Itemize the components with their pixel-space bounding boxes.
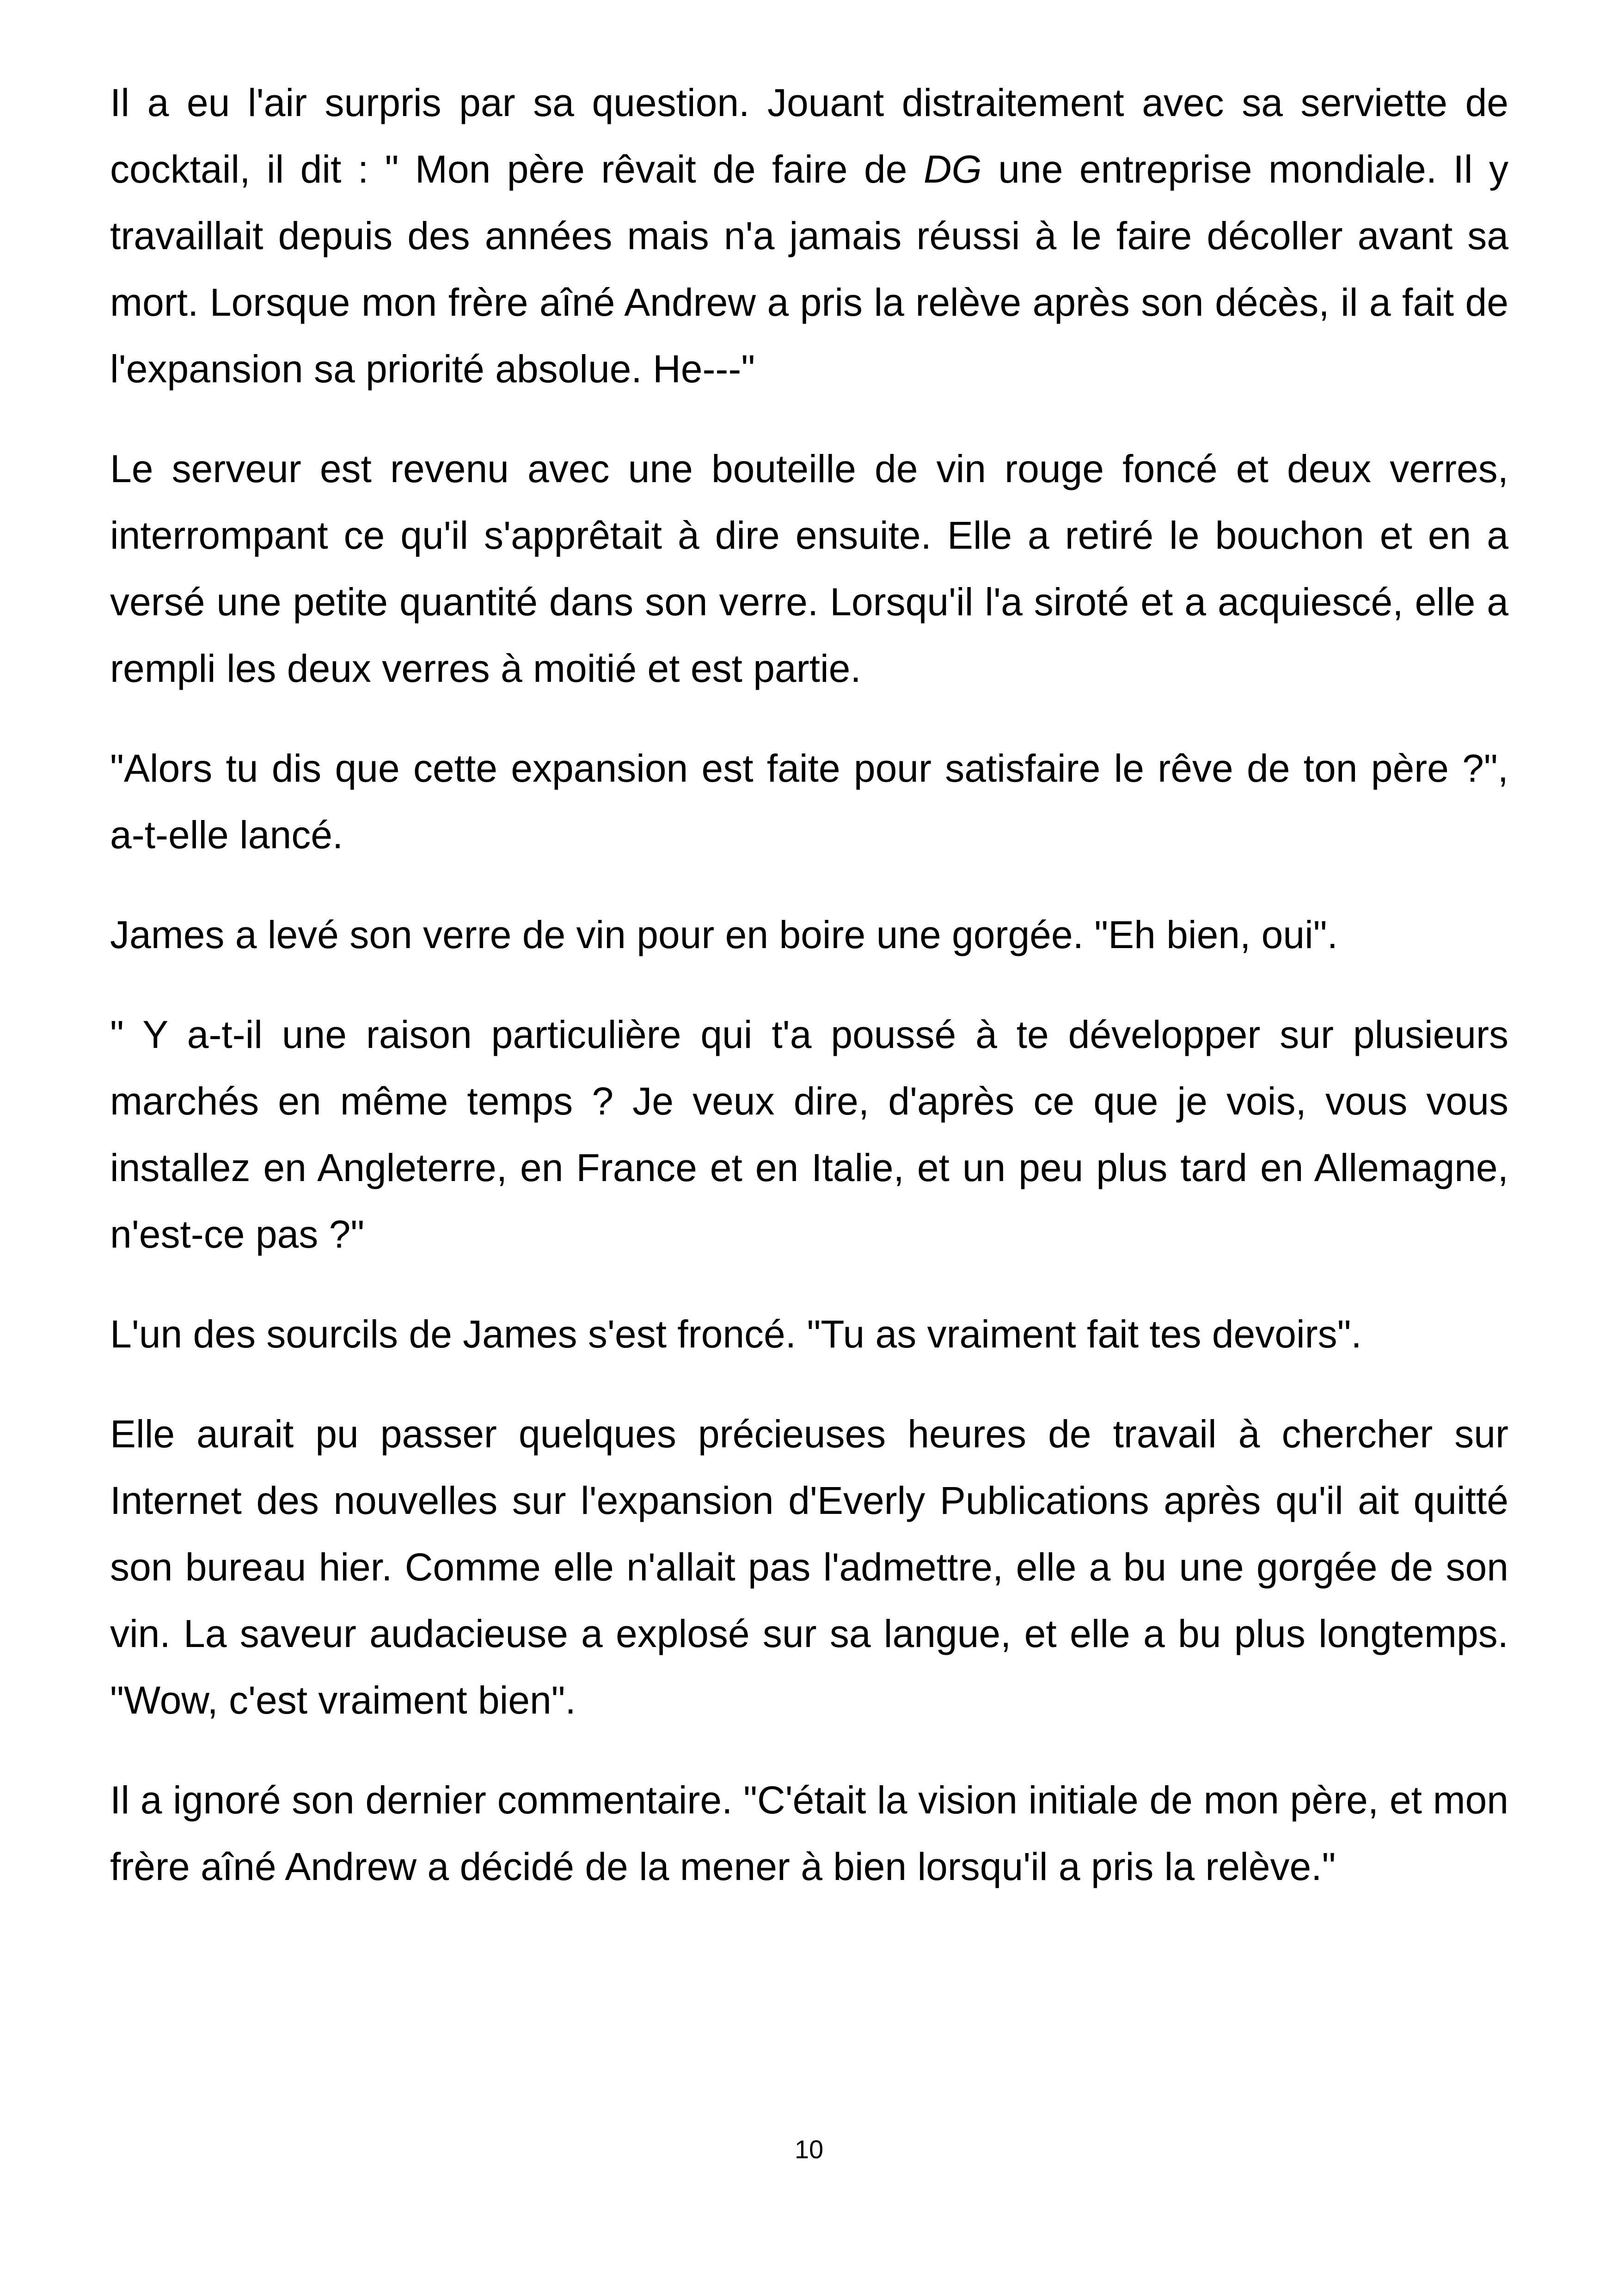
paragraph-1-text-after: une entreprise mondiale. Il y travaillait depuis des années mais n'a jamais réussi à le faire décoller avant sa mort. Lorsque mon frère aîné Andrew a pris la relève après son décès, il a fait de l'expansion sa priorité absolue. He---" <box>110 147 1508 391</box>
paragraph-8: Il a ignoré son dernier commentaire. "C'était la vision initiale de mon père, et mon frère aîné Andrew a décidé de la mener à bien lorsqu'il a pris la relève." <box>110 1778 1508 1888</box>
paragraph-5: " Y a-t-il une raison particulière qui t'a poussé à te développer sur plusieurs marchés en même temps ? Je veux dire, d'après ce que je vois, vous vous installez en Angleterre, en France et en Italie, et un peu plus tard en Allemagne, n'est-ce pas ?" <box>110 1013 1508 1256</box>
paragraph-6: L'un des sourcils de James s'est froncé. "Tu as vraiment fait tes devoirs". <box>110 1312 1362 1356</box>
body-text <box>110 69 1508 1933</box>
paragraph-7: Elle aurait pu passer quelques précieuses heures de travail à chercher sur Internet des nouvelles sur l'expansion d'Everly Publications après qu'il ait quitté son bureau hier. Comme elle n'allait pas l'admettre, elle a bu une gorgée de son vin. La saveur audacieuse a explosé sur sa langue, et elle a bu plus longtemps. "Wow, c'est vraiment bien". <box>110 1412 1508 1722</box>
paragraph-4: James a levé son verre de vin pour en boire une gorgée. "Eh bien, oui". <box>110 913 1338 956</box>
paragraph-1-text-before: Il a eu l'air surpris par sa question. Jouant distraitement avec sa serviette de cocktail, il dit : " Mon père rêvait de faire de <box>110 81 1508 191</box>
paragraph-1 <box>110 69 1508 402</box>
paragraph-1-emphasis: DG <box>923 147 982 191</box>
paragraph-3: "Alors tu dis que cette expansion est faite pour satisfaire le rêve de ton père ?", a-t-elle lancé. <box>110 747 1508 857</box>
page-number: 10 <box>794 2135 824 2164</box>
paragraph-2: Le serveur est revenu avec une bouteille de vin rouge foncé et deux verres, interrompant ce qu'il s'apprêtait à dire ensuite. Elle a retiré le bouchon et en a versé une petite quantité dans son verre. Lorsqu'il l'a siroté et a acquiescé, elle a rempli les deux verres à moitié et est partie. <box>110 447 1508 690</box>
